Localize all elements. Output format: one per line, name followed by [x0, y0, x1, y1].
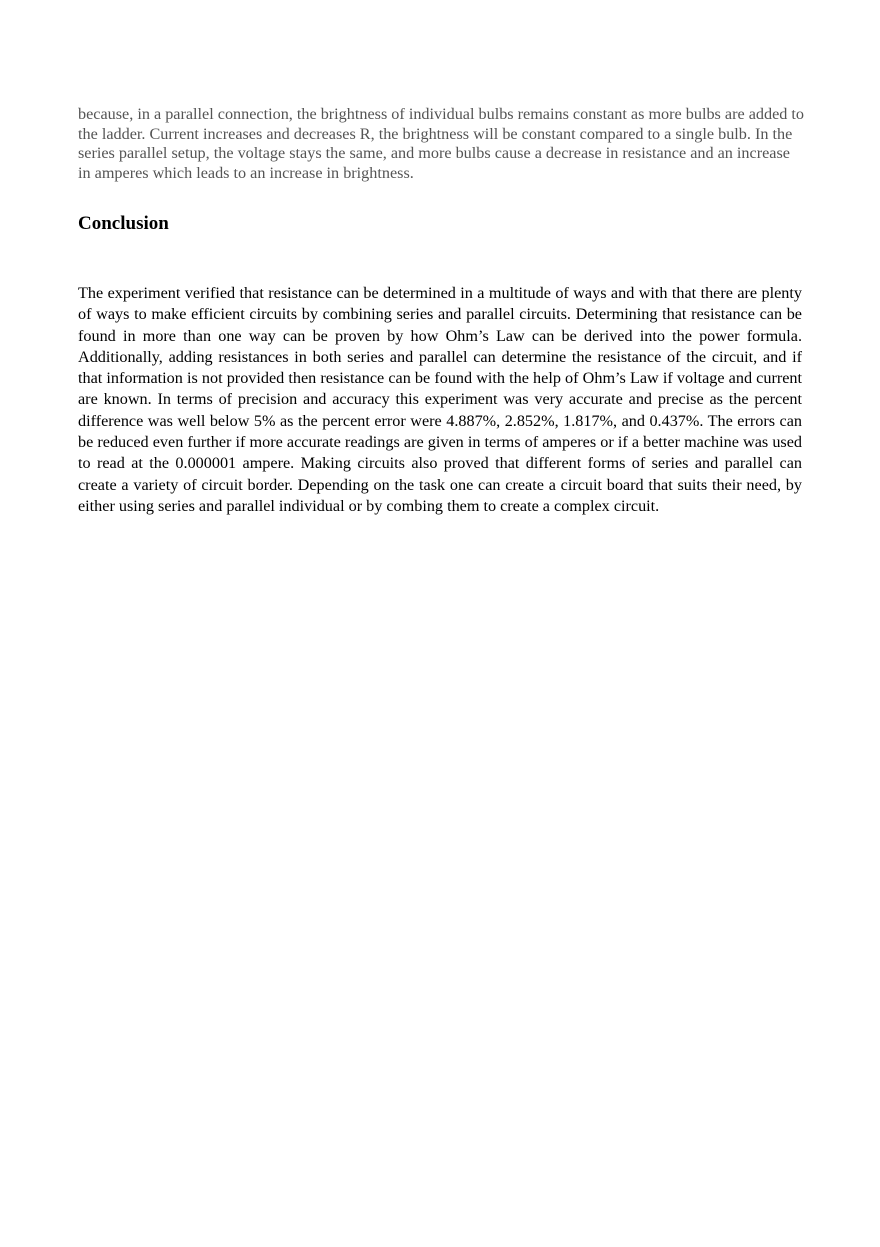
conclusion-heading: Conclusion — [78, 213, 169, 234]
intro-paragraph: because, in a parallel connection, the brightness of individual bulbs remains constant as more bulbs are added to the ladder. Current increases and decreases R, the brightness will be constant compared to a single bulb. In the series parallel setup, the voltage stays the same, and more bulbs cause a decrease in resistance and an increase in amperes which leads to an increase in brightness. — [78, 105, 804, 182]
conclusion-paragraph: The experiment verified that resistance can be determined in a multitude of ways and with that there are plenty of ways to make efficient circuits by combining series and parallel circuits. Determining that resistance can be found in more than one way can be proven by how Ohm’s Law can be derived into the power formula. Additionally, adding resistances in both series and parallel can determine the resistance of the circuit, and if that information is not provided then resistance can be found with the help of Ohm’s Law if voltage and current are known. In terms of precision and accuracy this experiment was very accurate and precise as the percent difference was well below 5% as the percent error were 4.887%, 2.852%, 1.817%, and 0.437%. The errors can be reduced even further if more accurate readings are given in terms of amperes or if a better machine was used to read at the 0.000001 ampere. Making circuits also proved that different forms of series and parallel can create a variety of circuit border. Depending on the task one can create a circuit board that suits their need, by either using series and parallel individual or by combing them to create a complex circuit. — [78, 284, 802, 515]
